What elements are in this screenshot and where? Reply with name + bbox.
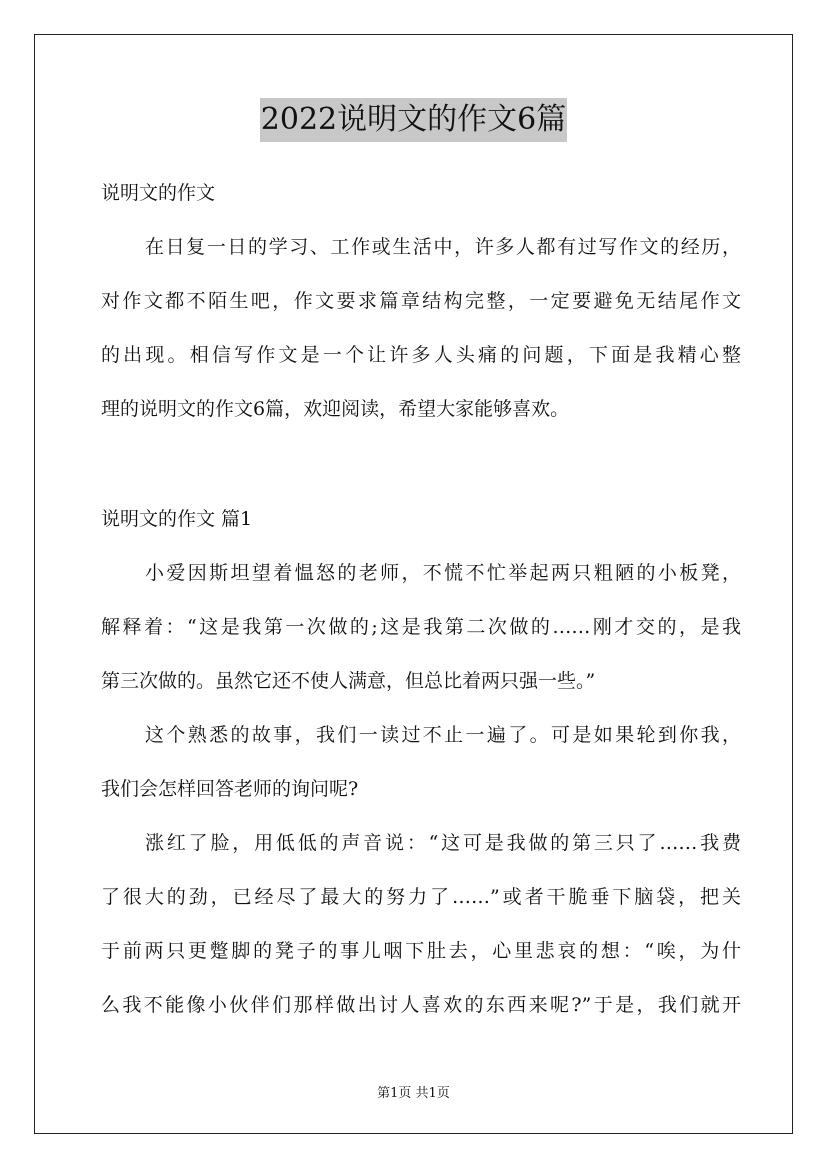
paragraph-line: 解释着：“这是我第一次做的;这是我第二次做的……刚才交的，是我	[101, 616, 741, 638]
paragraph-line: 涨红了脸，用低低的声音说：“这可是我做的第三只了……我费	[145, 832, 741, 854]
section-heading: 说明文的作文 篇1	[101, 508, 253, 530]
paragraph-line: 了很大的劲，已经尽了最大的努力了……”或者干脆垂下脑袋，把关	[101, 886, 741, 908]
paragraph-line: 于前两只更蹩脚的凳子的事儿咽下肚去，心里悲哀的想：“唉，为什	[101, 940, 741, 962]
paragraph-line: 小爱因斯坦望着愠怒的老师，不慌不忙举起两只粗陋的小板凳，	[145, 562, 741, 584]
paragraph-line: 对作文都不陌生吧，作文要求篇章结构完整，一定要避免无结尾作文	[101, 290, 741, 312]
title-container	[0, 98, 827, 142]
paragraph-line: 我们会怎样回答老师的询问呢?	[101, 778, 359, 800]
paragraph-line: 这个熟悉的故事，我们一读过不止一遍了。可是如果轮到你我，	[145, 724, 741, 746]
subtitle: 说明文的作文	[101, 182, 216, 204]
page-footer: 第1页 共1页	[377, 1086, 450, 1101]
paragraph-line: 在日复一日的学习、工作或生活中，许多人都有过写作文的经历，	[145, 236, 741, 258]
paragraph-line: 么我不能像小伙伴们那样做出讨人喜欢的东西来呢?”于是，我们就开	[101, 994, 741, 1016]
paragraph-line: 的出现。相信写作文是一个让许多人头痛的问题，下面是我精心整	[101, 344, 741, 366]
paragraph-line: 理的说明文的作文6篇，欢迎阅读，希望大家能够喜欢。	[101, 398, 570, 420]
document-title: 2022说明文的作文6篇	[260, 98, 567, 142]
paragraph-line: 第三次做的。虽然它还不使人满意，但总比着两只强一些。”	[101, 670, 596, 692]
